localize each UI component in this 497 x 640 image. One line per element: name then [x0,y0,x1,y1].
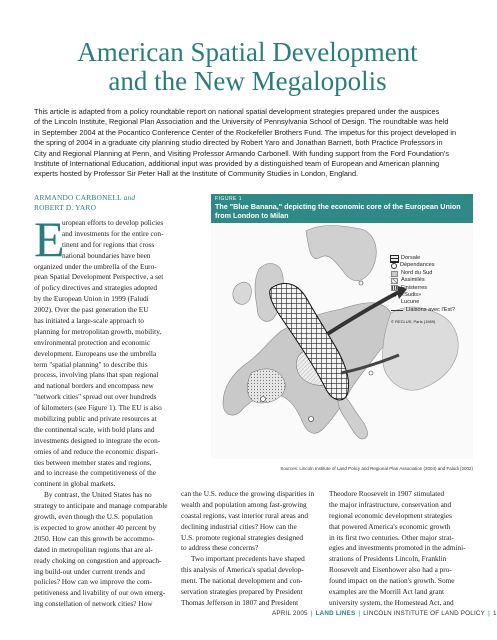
text-line: pean Spatial Development Perspective, a set [34,272,164,282]
text-line: of policy directives and strategies adopted [34,283,157,293]
article-title-line-1: American Spatial Development [77,37,418,67]
text-line: strations of Presidents Lincoln, Franklin [329,554,447,564]
blank-icon [391,300,398,306]
city-marker [369,371,373,375]
text-line: the continental scale, with bold plans and [34,424,155,434]
text-line: and national borders and encompass new [34,381,154,391]
intro-line: the spring of 2004 in a graduate city planning studio directed by Robert Yaro and Jonathan Barnett, both Practice Professors in [34,138,443,148]
text-line: Roosevelt and Eisenhower also had a pro- [329,565,452,575]
text-line: Theodore Roosevelt in 1907 stimulated [329,489,445,498]
page-footer: APRIL 2005 | LAND LINES | LINCOLN INSTITUTE OF LAND POLICY | 1 [272,610,497,617]
text-line: investments designed to integrate the econ- [34,435,161,445]
article-title-line-2: and the New Megalopolis [108,66,387,96]
text-line: Two important precedents have shaped [191,554,305,564]
text-line: ing constellation of network cities? How [34,599,153,609]
legend-item: Liaisons avec l'Est? [391,307,455,314]
text-line: in its first two centuries. Other major strat- [329,532,454,542]
figure-caption-line-1: The "Blue Banana," depicting the economic core of the European Union [215,202,461,211]
city-marker [309,417,314,422]
text-line: by the European Union in 1999 (Faludi [34,294,149,304]
intro-line: This article is adapted from a policy roundtable report on national spatial development strategies prepared under the auspices [34,107,440,116]
legend-item: Lucune [391,299,455,306]
footer-institute: LINCOLN INSTITUTE OF LAND POLICY [363,610,486,617]
text-line: regional economic development strategies [329,510,452,520]
text-line: growth, even though the U.S. population [34,512,153,522]
legend-item: Finisterres [391,285,455,292]
city-marker [359,281,363,285]
text-line: policies? How can we improve the com- [34,577,152,587]
author-byline [34,193,135,213]
drop-cap: E [34,211,65,267]
footer-publication: LAND LINES [315,610,356,617]
legend-item: Dorsale [391,255,455,262]
author-name: ARMANDO CARBONELL [34,193,122,202]
text-line: the major infrastructure, conservation and [329,499,452,509]
intro-line: in September 2004 at the Pocantico Conference Center of the Rockefeller Brothers Fund. The impetus for this project developed in [34,127,457,137]
circle-outline-icon [391,263,397,269]
text-line: term "spatial planning" to describe this [34,359,148,369]
figure-blue-banana [211,194,473,474]
text-line: tinent and for regions that cross [62,239,155,249]
body-column-2 [181,489,316,609]
text-line: found impact on the nation's growth. Some [329,576,455,586]
intro-line: experts hosted by Professor Sir Peter Hall at the Institute of Community Studies in London, England. [34,169,359,179]
legend-item: Dépendances [391,262,455,269]
intro-line: Institute of International Education, additional input was provided by a distinguished team of European and American planning [34,159,440,169]
text-line: U.S. promote regional strategies designed [181,532,303,542]
ireland-shape [233,282,251,304]
text-line: uropean efforts to develop policies [62,218,164,227]
text-line: ment. The national development and con- [181,576,303,586]
figure-source: Sources: Lincoln Institute of Land Policy and Regional Plan Association (2004) and Faludi (2002) [280,466,473,471]
text-line: environmental protection and economic [34,337,151,347]
text-line: ready choking on congestion and approach- [34,555,162,565]
text-line: and to increase the competitiveness of the [34,468,156,478]
map-legend [391,255,455,326]
text-line: mobilizing public and private resources at [34,414,157,424]
text-line: ties between member states and regions, [34,457,152,467]
text-line: egies and investments promoted in the admini- [329,543,466,553]
scandinavia-shape [306,226,376,281]
figure-number: FIGURE 1 [215,196,243,202]
text-line: By contrast, the United States has no [44,490,152,500]
intro-line: City and Regional Planning at Penn, and Visiting Professor Armando Carbonell. With funding support from the Ford Foundation's [34,148,449,158]
legend-item: Nord du Sud [391,270,455,277]
text-line: development. Europeans use the umbrella [34,348,157,358]
text-line: strategy to anticipate and manage comparable [34,501,168,511]
text-line: national boundaries have been [62,250,151,260]
text-line: to address these concerns? [181,543,259,553]
author-name: ROBERT D. YARO [34,203,97,212]
text-line: continent in global markets. [34,479,116,489]
text-line: dated in metropolitan regions that are al- [34,544,153,554]
arrow-line-icon [391,310,403,311]
text-line: Thomas Jefferson in 1807 and President [181,597,299,607]
hatched-square-icon [391,278,398,284]
text-line: examples are the Morrill Act land grant [329,587,445,597]
map-credit: © RECLUS, Paris (1989) [391,319,436,325]
body-column-1 [34,211,170,610]
text-line: and investments for the entire con- [62,228,164,238]
page-number: 1 [492,610,497,617]
text-line: planning for metropolitan growth, mobility, [34,326,162,336]
text-line: 2050. How can this growth be accommo- [34,533,155,543]
text-line: wealth and population among fast-growing [181,499,307,509]
text-line: coastal regions, vast interior rural areas and [181,510,309,520]
text-line: 2002). Over the past generation the EU [34,305,149,315]
dotted-square-icon [391,271,398,277]
legend-item: Assimilés [391,277,455,284]
text-line: declining industrial cities? How can the [181,521,297,531]
text-line: "network cities" spread out over hundreds [34,392,157,402]
nord-du-sud-zone [247,369,285,403]
text-line: organized under the umbrella of the Euro- [34,261,157,271]
text-line: can the U.S. reduce the growing disparities in [181,489,315,498]
body-column-3 [329,489,469,609]
text-line: omies of and reduce the economic dispari- [34,446,159,456]
text-line: ing build-out under current trends and [34,566,145,576]
footer-date: APRIL 2005 [272,610,308,617]
grid-square-icon [391,256,398,262]
text-line: this analysis of America's spatial develop- [181,565,304,575]
text-line: university system, the Homestead Act, and [329,597,454,607]
intro-paragraph [34,107,464,180]
text-line: that powered America's economic growth [329,521,451,531]
figure-header [211,194,473,223]
star-icon: ★ [391,292,398,299]
author-conjunction: and [123,193,136,202]
text-line: process, involving plans that span regional [34,370,159,380]
striped-square-icon [391,285,398,291]
city-marker [261,397,266,402]
legend-item: ★ «Sudis» [391,292,422,299]
figure-caption-line-2: from London to Milan [215,211,289,220]
text-line: servation strategies prepared by President [181,587,303,597]
text-line: is expected to grow another 40 percent by [34,522,157,532]
text-line: of kilometers (see Figure 1). The EU is also [34,403,162,413]
text-line: petitiveness and livability of our own emerg- [34,588,166,598]
text-line: has initiated a large-scale approach to [34,316,144,326]
intro-line: of the Lincoln Institute, Regional Plan Association and the University of Pennsylvania School of Design. The roundtable was held [34,117,449,127]
